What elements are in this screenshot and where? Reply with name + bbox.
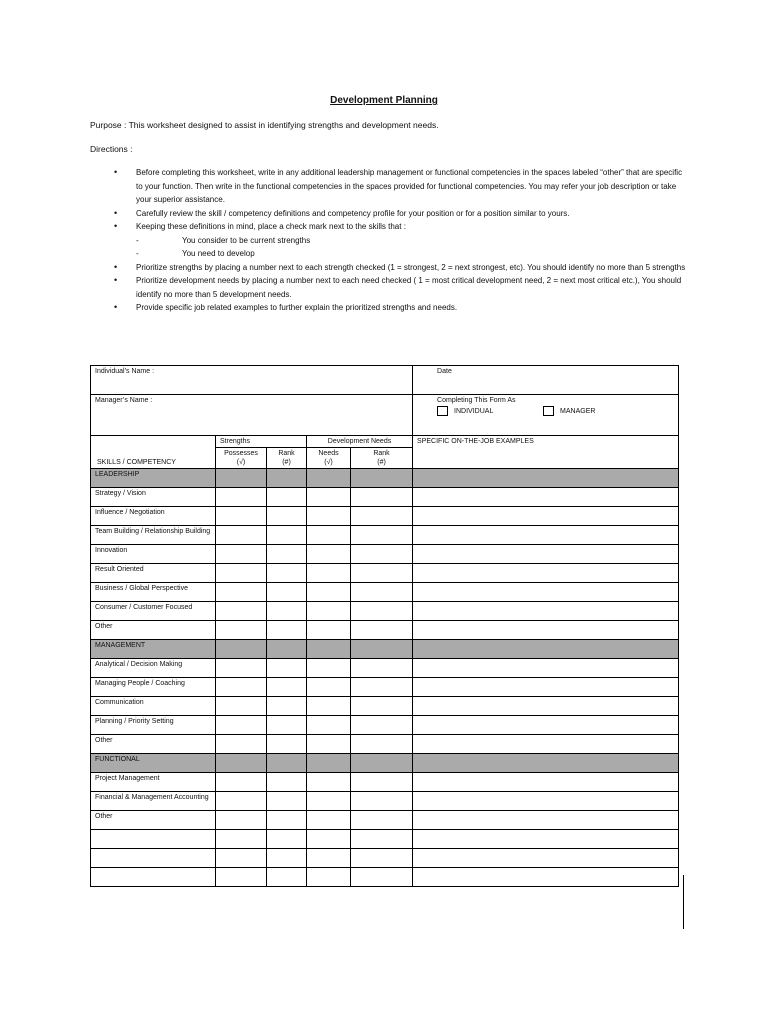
needs-cell[interactable] [307,488,351,507]
bullet-icon: • [114,275,118,285]
needs-cell[interactable] [307,868,351,887]
section-cell [267,754,307,773]
table-row [91,621,679,640]
table-row [91,849,679,868]
strength-rank-header: Rank (#) [267,448,307,469]
need-rank-cell[interactable] [351,659,413,678]
possesses-cell[interactable] [216,735,267,754]
table-row [91,716,679,735]
dash-icon: - [136,249,139,258]
section-cell [413,469,679,488]
development-planning-form [90,365,679,887]
needs-cell[interactable] [307,507,351,526]
skill-label: Business / Global Perspective [91,583,216,602]
strength-rank-cell[interactable] [267,811,307,830]
strength-rank-cell[interactable] [267,564,307,583]
table-row [91,735,679,754]
completing-label: Completing This Form As [437,397,516,404]
need-rank-cell[interactable] [351,735,413,754]
skill-label: Planning / Priority Setting [91,716,216,735]
possesses-cell[interactable] [216,507,267,526]
possesses-header: Possesses (√) [216,448,267,469]
needs-cell[interactable] [307,830,351,849]
needs-cell[interactable] [307,735,351,754]
examples-cell[interactable] [413,488,679,507]
examples-header: SPECIFIC ON-THE-JOB EXAMPLES [413,436,679,469]
table-row [91,830,679,849]
margin-rule [683,875,684,929]
table-row [91,602,679,621]
sub-list-item: - You consider to be current strengths [136,234,690,248]
list-item: • Before completing this worksheet, write in any additional leadership management or functional competencies in the spaces labeled “other” that are specific to your function. Then write in the functional competencies in the spaces provided for functional competencies. You may refer your job description or take your superior assistance. [114,167,683,204]
individual-name-field[interactable]: Individual’s Name : [91,366,413,395]
strength-rank-cell[interactable] [267,602,307,621]
list-item: • Prioritize strengths by placing a number next to each strength checked (1 = strongest, 2 = next strongest, etc). You should identify no more than 5 strengths [90,261,690,275]
table-row [91,488,679,507]
skill-label[interactable] [91,830,216,849]
strength-rank-cell[interactable] [267,526,307,545]
skill-label: Influence / Negotiation [91,507,216,526]
needs-cell[interactable] [307,811,351,830]
skill-label: Communication [91,697,216,716]
section-cell [307,640,351,659]
examples-cell[interactable] [413,621,679,640]
bullet-icon: • [114,261,118,272]
examples-cell[interactable] [413,545,679,564]
strength-rank-cell[interactable] [267,735,307,754]
examples-cell[interactable] [413,697,679,716]
date-field[interactable]: Date [413,366,679,395]
table-row [91,507,679,526]
skill-label: Result Oriented [91,564,216,583]
needs-cell[interactable] [307,659,351,678]
bullet-icon: • [114,167,118,177]
need-rank-cell[interactable] [351,792,413,811]
section-cell [307,754,351,773]
development-needs-header: Development Needs [307,436,413,448]
strength-rank-cell[interactable] [267,773,307,792]
need-rank-cell[interactable] [351,507,413,526]
manager-option-label: MANAGER [560,407,596,415]
section-cell [413,754,679,773]
section-title: MANAGEMENT [91,640,216,659]
examples-cell[interactable] [413,659,679,678]
possesses-cell[interactable] [216,621,267,640]
table-row [91,659,679,678]
needs-cell[interactable] [307,678,351,697]
needs-cell[interactable] [307,545,351,564]
need-rank-cell[interactable] [351,830,413,849]
need-rank-cell[interactable] [351,545,413,564]
skill-label: Financial & Management Accounting [91,792,216,811]
examples-cell[interactable] [413,526,679,545]
table-row [91,545,679,564]
section-row-management [91,640,679,659]
section-row-functional [91,754,679,773]
needs-cell[interactable] [307,526,351,545]
possesses-cell[interactable] [216,830,267,849]
bullet-icon: • [114,207,118,218]
needs-cell[interactable] [307,716,351,735]
section-cell [351,640,413,659]
list-item: • Keeping these definitions in mind, place a check mark next to the skills that : - You consider to be current strengths - You need to develop [90,220,690,261]
need-rank-cell[interactable] [351,773,413,792]
strength-rank-cell[interactable] [267,868,307,887]
sub-list-item: - You need to develop [136,247,690,261]
skill-label: Strategy / Vision [91,488,216,507]
list-item: • Carefully review the skill / competency definitions and competency profile for your position or for a position similar to yours. [90,207,690,221]
strength-rank-cell[interactable] [267,659,307,678]
examples-cell[interactable] [413,602,679,621]
strength-rank-cell[interactable] [267,678,307,697]
examples-cell[interactable] [413,849,679,868]
skill-label[interactable] [91,849,216,868]
list-item: • Prioritize development needs by placing a number next to each need checked ( 1 = most critical development need, 2 = next most critical etc.), You should identify no more than 5 development needs. [114,275,682,299]
table-row [91,868,679,887]
needs-cell[interactable] [307,564,351,583]
strength-rank-cell[interactable] [267,488,307,507]
strength-rank-cell[interactable] [267,507,307,526]
needs-header: Needs (√) [307,448,351,469]
needs-cell[interactable] [307,697,351,716]
possesses-cell[interactable] [216,564,267,583]
needs-cell[interactable] [307,849,351,868]
skills-header: SKILLS / COMPETENCY [91,436,216,469]
individual-option-label: INDIVIDUAL [454,407,494,415]
completing-as-cell [413,395,679,436]
need-rank-cell[interactable] [351,602,413,621]
section-cell [216,754,267,773]
possesses-cell[interactable] [216,545,267,564]
examples-cell[interactable] [413,564,679,583]
section-title: FUNCTIONAL [91,754,216,773]
examples-cell[interactable] [413,735,679,754]
skill-label: Project Management [91,773,216,792]
section-cell [351,469,413,488]
bullet-icon: • [114,302,118,312]
table-row [91,792,679,811]
needs-cell[interactable] [307,792,351,811]
need-rank-cell[interactable] [351,564,413,583]
dash-icon: - [136,235,139,245]
possesses-cell[interactable] [216,868,267,887]
table-row [91,678,679,697]
possesses-cell[interactable] [216,849,267,868]
table-row [91,697,679,716]
table-row [91,773,679,792]
bullet-icon: • [114,221,118,231]
strengths-header: Strengths [216,436,307,448]
need-rank-cell[interactable] [351,811,413,830]
strength-rank-cell[interactable] [267,849,307,868]
need-rank-cell[interactable] [351,526,413,545]
examples-cell[interactable] [413,678,679,697]
possesses-cell[interactable] [216,526,267,545]
purpose-text: Purpose : This worksheet designed to assist in identifying strengths and development needs. [90,120,439,130]
possesses-cell[interactable] [216,583,267,602]
examples-cell[interactable] [413,773,679,792]
needs-cell[interactable] [307,621,351,640]
examples-cell[interactable] [413,868,679,887]
section-row-leadership [91,469,679,488]
examples-cell[interactable] [413,811,679,830]
section-cell [267,469,307,488]
section-cell [351,754,413,773]
manager-checkbox[interactable] [543,406,554,416]
need-rank-cell[interactable] [351,583,413,602]
possesses-cell[interactable] [216,697,267,716]
possesses-cell[interactable] [216,488,267,507]
needs-cell[interactable] [307,602,351,621]
section-cell [267,640,307,659]
examples-cell[interactable] [413,716,679,735]
needs-cell[interactable] [307,773,351,792]
section-cell [307,469,351,488]
strength-rank-cell[interactable] [267,545,307,564]
possesses-cell[interactable] [216,602,267,621]
skill-label: Managing People / Coaching [91,678,216,697]
need-rank-cell[interactable] [351,697,413,716]
need-rank-cell[interactable] [351,678,413,697]
skill-label: Other [91,621,216,640]
document-title: Development Planning [330,95,438,106]
directions-heading: Directions : [90,144,133,154]
skill-label: Consumer / Customer Focused [91,602,216,621]
skill-label[interactable] [91,868,216,887]
examples-cell[interactable] [413,507,679,526]
need-rank-cell[interactable] [351,716,413,735]
section-title: LEADERSHIP [91,469,216,488]
strength-rank-cell[interactable] [267,830,307,849]
possesses-cell[interactable] [216,678,267,697]
examples-cell[interactable] [413,792,679,811]
section-cell [216,640,267,659]
need-rank-cell[interactable] [351,868,413,887]
need-rank-cell[interactable] [351,621,413,640]
needs-cell[interactable] [307,583,351,602]
table-row [91,526,679,545]
skill-label: Team Building / Relationship Building [91,526,216,545]
list-item: • Provide specific job related examples to further explain the prioritized strengths and needs. [90,301,690,315]
skill-label: Other [91,811,216,830]
skill-label: Innovation [91,545,216,564]
possesses-cell[interactable] [216,716,267,735]
strength-rank-cell[interactable] [267,697,307,716]
strength-rank-cell[interactable] [267,792,307,811]
possesses-cell[interactable] [216,773,267,792]
manager-name-field[interactable]: Manager’s Name : [91,395,413,436]
need-rank-header: Rank (#) [351,448,413,469]
section-cell [216,469,267,488]
possesses-cell[interactable] [216,811,267,830]
strength-rank-cell[interactable] [267,716,307,735]
skill-label: Other [91,735,216,754]
section-cell [413,640,679,659]
table-row [91,811,679,830]
possesses-cell[interactable] [216,659,267,678]
examples-cell[interactable] [413,583,679,602]
need-rank-cell[interactable] [351,488,413,507]
need-rank-cell[interactable] [351,849,413,868]
table-row [91,564,679,583]
table-row [91,583,679,602]
individual-checkbox[interactable] [437,406,448,416]
possesses-cell[interactable] [216,792,267,811]
examples-cell[interactable] [413,830,679,849]
directions-list [90,166,690,315]
strength-rank-cell[interactable] [267,621,307,640]
strength-rank-cell[interactable] [267,583,307,602]
skill-label: Analytical / Decision Making [91,659,216,678]
